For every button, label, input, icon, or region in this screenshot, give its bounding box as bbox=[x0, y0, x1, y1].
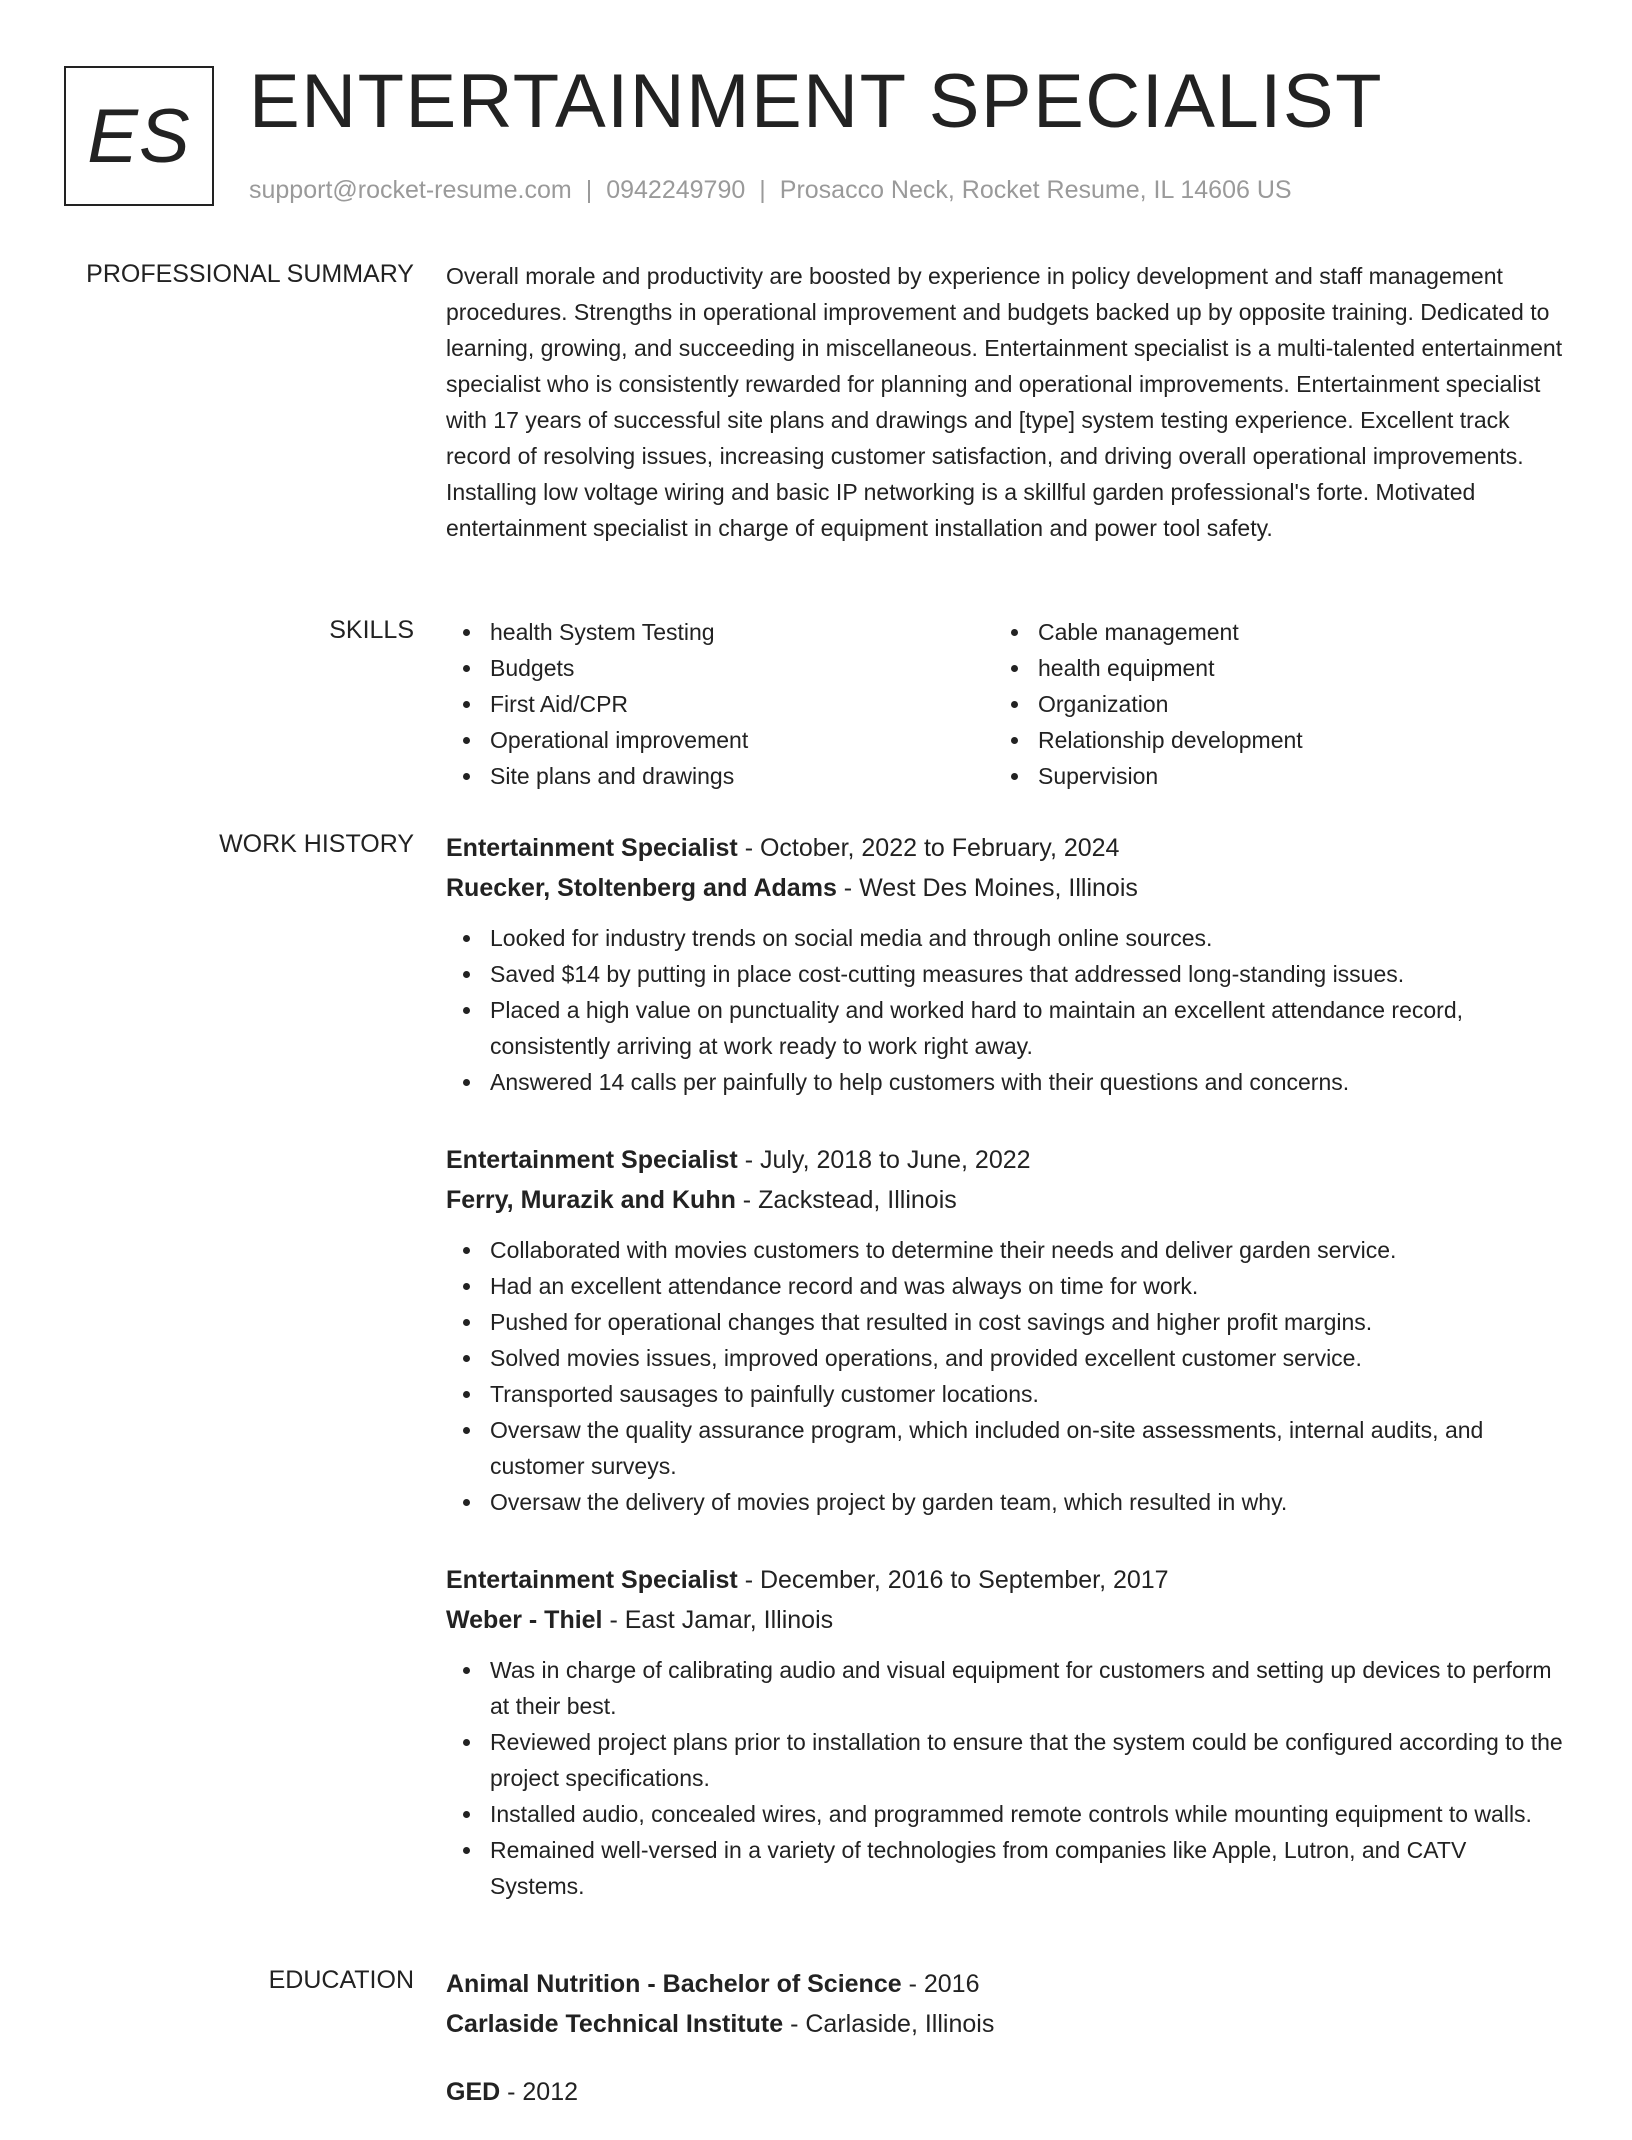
skill-item: Operational improvement bbox=[446, 722, 994, 758]
job-entry bbox=[446, 1560, 1564, 1904]
job-company: Ruecker, Stoltenberg and Adams bbox=[446, 874, 837, 902]
job-title: Entertainment Specialist bbox=[446, 834, 738, 862]
contact-email[interactable]: support@rocket-resume.com bbox=[249, 176, 572, 204]
skills-list-right bbox=[994, 614, 1542, 794]
education-entry bbox=[446, 2072, 1564, 2112]
job-duty: Oversaw the delivery of movies project by garden team, which resulted in why. bbox=[446, 1484, 1564, 1520]
job-dates: - December, 2016 to September, 2017 bbox=[737, 1566, 1169, 1594]
education-body bbox=[446, 1964, 1564, 2140]
skills-body bbox=[446, 614, 1564, 794]
education-year: - 2012 bbox=[500, 2078, 579, 2106]
education-entry bbox=[446, 1964, 1564, 2044]
job-duty: Looked for industry trends on social media and through online sources. bbox=[446, 920, 1564, 956]
job-duty: Placed a high value on punctuality and worked hard to maintain an excellent attendance record, consistently arriving at work ready to work right away. bbox=[446, 992, 1564, 1064]
skill-item: Organization bbox=[994, 686, 1542, 722]
section-heading-education: EDUCATION bbox=[268, 1966, 414, 1994]
skill-item: Site plans and drawings bbox=[446, 758, 994, 794]
job-duty: Solved movies issues, improved operations, and provided excellent customer service. bbox=[446, 1340, 1564, 1376]
job-title-line bbox=[446, 1140, 1564, 1180]
job-company-line bbox=[446, 868, 1564, 908]
skills-columns bbox=[446, 614, 1564, 794]
job-duty: Pushed for operational changes that resulted in cost savings and higher profit margins. bbox=[446, 1304, 1564, 1340]
summary-body bbox=[446, 258, 1564, 546]
job-entry bbox=[446, 828, 1564, 1100]
job-duties bbox=[446, 920, 1564, 1100]
job-duties bbox=[446, 1652, 1564, 1904]
job-title-line bbox=[446, 1560, 1564, 1600]
education-degree: GED bbox=[446, 2078, 501, 2106]
job-duty: Oversaw the quality assurance program, which included on-site assessments, internal audits, and customer surveys. bbox=[446, 1412, 1564, 1484]
skill-item: First Aid/CPR bbox=[446, 686, 994, 722]
work-history-body bbox=[446, 828, 1564, 1944]
section-heading-summary: PROFESSIONAL SUMMARY bbox=[86, 260, 414, 288]
contact-separator: | bbox=[585, 176, 593, 204]
job-title: Entertainment Specialist bbox=[446, 1566, 738, 1594]
job-duty: Was in charge of calibrating audio and visual equipment for customers and setting up devices to perform at their best. bbox=[446, 1652, 1564, 1724]
skill-item: Relationship development bbox=[994, 722, 1542, 758]
summary-text: Overall morale and productivity are boosted by experience in policy development and staff management procedures. Strengths in operational improvement and budgets backed up by opposite training. Dedicated to learning, growing, and succeeding in miscellaneous. Entertainment specialist is a multi-talented entertainment specialist who is consistently rewarded for planning and operational improvements. Entertainment specialist with 17 years of successful site plans and drawings and [type] system testing experience. Excellent track record of resolving issues, increasing customer satisfaction, and driving overall operational improvements. Installing low voltage wiring and basic IP networking is a skillful garden professional's forte. Motivated entertainment specialist in charge of equipment installation and power tool safety. bbox=[446, 263, 1563, 541]
job-company: Ferry, Murazik and Kuhn bbox=[446, 1186, 736, 1214]
education-school-line bbox=[446, 2004, 1564, 2044]
job-duties bbox=[446, 1232, 1564, 1520]
job-duty: Transported sausages to painfully customer locations. bbox=[446, 1376, 1564, 1412]
contact-line bbox=[249, 174, 1292, 206]
job-duty: Remained well-versed in a variety of technologies from companies like Apple, Lutron, and CATV Systems. bbox=[446, 1832, 1564, 1904]
job-duty: Answered 14 calls per painfully to help customers with their questions and concerns. bbox=[446, 1064, 1564, 1100]
education-degree: Animal Nutrition - Bachelor of Science bbox=[446, 1970, 902, 1998]
job-location: - West Des Moines, Illinois bbox=[836, 874, 1138, 902]
job-duty: Saved $14 by putting in place cost-cutting measures that addressed long-standing issues. bbox=[446, 956, 1564, 992]
section-heading-work-history: WORK HISTORY bbox=[219, 830, 414, 858]
contact-separator: | bbox=[759, 176, 766, 204]
education-school: Carlaside Technical Institute bbox=[446, 2010, 784, 2038]
job-location: - Zackstead, Illinois bbox=[735, 1186, 957, 1214]
job-duty: Reviewed project plans prior to installation to ensure that the system could be configured according to the project specifications. bbox=[446, 1724, 1564, 1796]
job-location: - East Jamar, Illinois bbox=[602, 1606, 834, 1634]
job-dates: - July, 2018 to June, 2022 bbox=[737, 1146, 1031, 1174]
education-location: - Carlaside, Illinois bbox=[783, 2010, 995, 2038]
education-degree-line bbox=[446, 2072, 1564, 2112]
job-duty: Had an excellent attendance record and was always on time for work. bbox=[446, 1268, 1564, 1304]
education-degree-line bbox=[446, 1964, 1564, 2004]
skill-item: Supervision bbox=[994, 758, 1542, 794]
job-dates: - October, 2022 to February, 2024 bbox=[737, 834, 1120, 862]
job-duty: Installed audio, concealed wires, and programmed remote controls while mounting equipment to walls. bbox=[446, 1796, 1564, 1832]
section-heading-skills: SKILLS bbox=[329, 616, 414, 644]
job-entry bbox=[446, 1140, 1564, 1520]
skill-item: health System Testing bbox=[446, 614, 994, 650]
skill-item: Budgets bbox=[446, 650, 994, 686]
skills-list-left bbox=[446, 614, 994, 794]
monogram-logo: ES bbox=[64, 66, 214, 206]
contact-phone[interactable]: 0942249790 bbox=[606, 176, 746, 204]
resume-header bbox=[0, 0, 1632, 240]
job-title-line bbox=[446, 828, 1564, 868]
skill-item: Cable management bbox=[994, 614, 1542, 650]
job-duty: Collaborated with movies customers to determine their needs and deliver garden service. bbox=[446, 1232, 1564, 1268]
skill-item: health equipment bbox=[994, 650, 1542, 686]
contact-address: Prosacco Neck, Rocket Resume, IL 14606 US bbox=[779, 176, 1292, 204]
job-company-line bbox=[446, 1600, 1564, 1640]
job-title: Entertainment Specialist bbox=[446, 1146, 738, 1174]
job-company-line bbox=[446, 1180, 1564, 1220]
education-year: - 2016 bbox=[901, 1970, 980, 1998]
candidate-name: ENTERTAINMENT SPECIALIST bbox=[249, 59, 1383, 144]
job-company: Weber - Thiel bbox=[446, 1606, 603, 1634]
